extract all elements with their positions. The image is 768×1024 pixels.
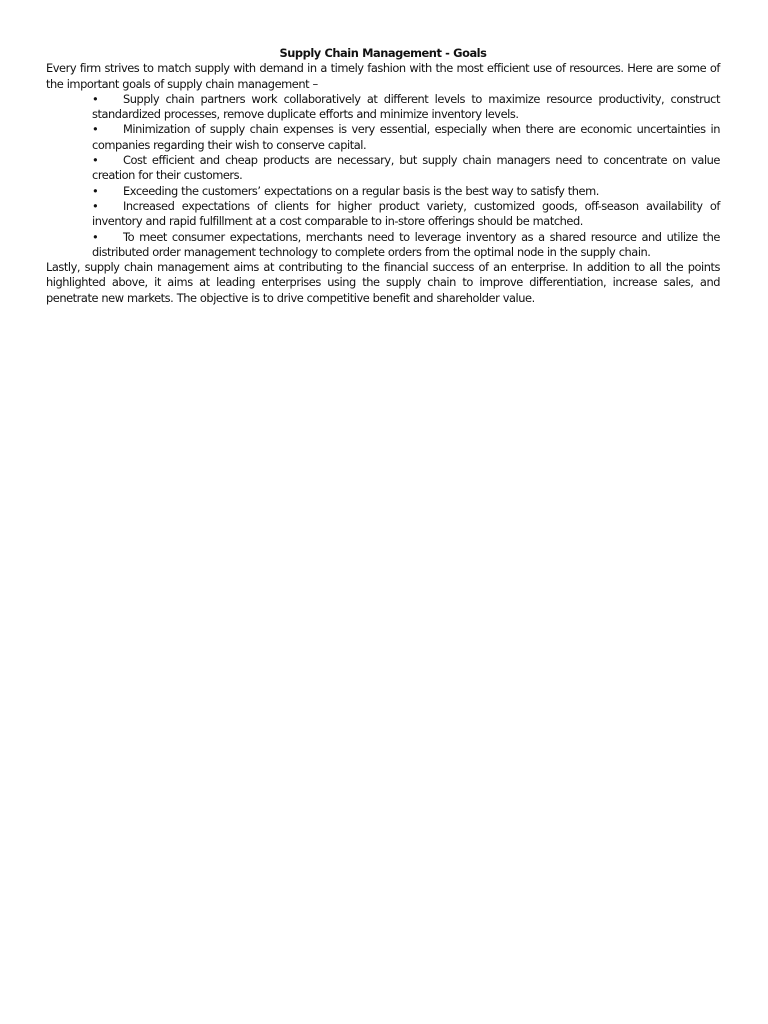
goal-text: Exceeding the customers’ expectations on a regular basis is the best way to satisfy them.	[123, 183, 599, 198]
bullet-icon: •	[92, 183, 99, 198]
document-page	[46, 46, 720, 306]
bullet-icon: •	[92, 91, 99, 106]
list-item	[92, 153, 720, 184]
list-item	[92, 230, 720, 261]
intro-paragraph: Every firm strives to match supply with demand in a timely fashion with the most efficient use of resources. Here are some of the important goals of supply chain management –	[46, 61, 720, 91]
list-item	[92, 122, 720, 153]
bullet-icon: •	[92, 198, 99, 213]
goal-text: Supply chain partners work collaboratively at different levels to maximize resource productivity, construct standardized processes, remove duplicate efforts and minimize inventory levels.	[92, 91, 720, 122]
goal-text: To meet consumer expectations, merchants need to leverage inventory as a shared resource and utilize the distributed order management technology to complete orders from the optimal node in the supply chain.	[92, 229, 720, 259]
document-title: Supply Chain Management - Goals	[279, 46, 487, 60]
bullet-icon: •	[92, 122, 99, 137]
goal-text: Increased expectations of clients for higher product variety, customized goods, off-season availability of inventory and rapid fulfillment at a cost comparable to in-store offerings should be matched.	[92, 198, 720, 229]
goals-list	[46, 92, 720, 260]
list-item	[92, 184, 720, 199]
closing-paragraph: Lastly, supply chain management aims at contributing to the financial success of an enterprise. In addition to all the points highlighted above, it aims at leading enterprises using the supply chain to improve differentiation, increase sales, and penetrate new markets. The objective is to drive competitive benefit and shareholder value.	[46, 260, 720, 305]
bullet-icon: •	[92, 153, 99, 168]
list-item	[92, 199, 720, 230]
goal-text: Cost efficient and cheap products are necessary, but supply chain managers need to concentrate on value creation for their customers.	[92, 153, 720, 183]
goal-text: Minimization of supply chain expenses is very essential, especially when there are economic uncertainties in companies regarding their wish to conserve capital.	[92, 122, 720, 152]
bullet-icon: •	[92, 229, 99, 244]
list-item	[92, 92, 720, 123]
